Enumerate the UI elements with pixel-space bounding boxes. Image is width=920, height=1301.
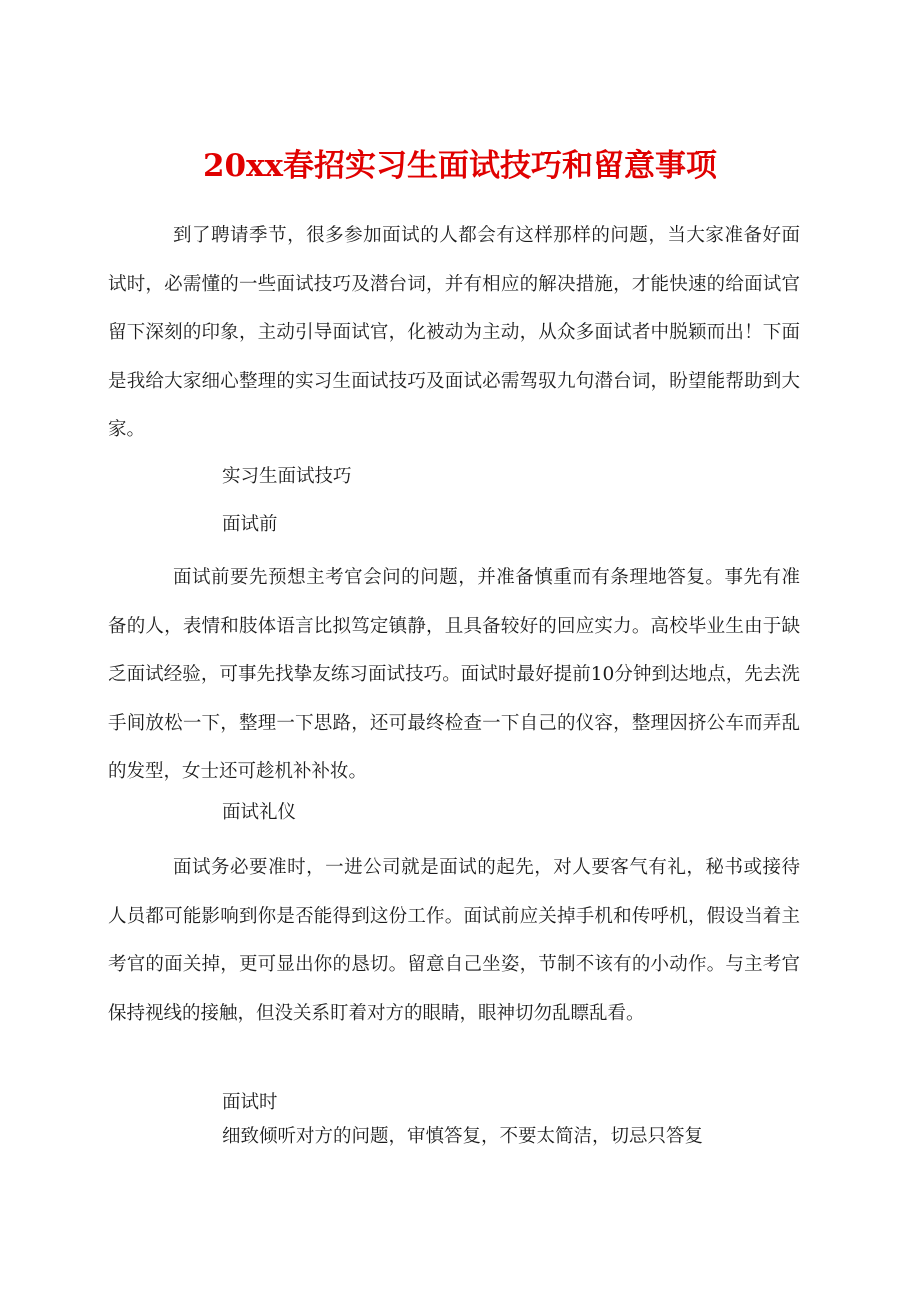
etiquette-paragraph: 面试务必要准时，一进公司就是面试的起先，对人要客气有礼，秘书或接待人员都可能影响到你是否能得到这份工作。面试前应关掉手机和传呼机，假设当着主考官的面关掉，更可显出你的恳切。留意自己坐姿，节制不该有的小动作。与主考官保持视线的接触，但没关系盯着对方的眼睛，眼神切勿乱瞟乱看。: [108, 857, 800, 1024]
during-interview-paragraph: 细致倾听对方的问题，审慎答复，不要太简洁，切忌只答复: [222, 1126, 704, 1147]
etiquette-heading: 面试礼仪: [222, 802, 297, 823]
during-interview-heading: 面试时: [222, 1092, 278, 1113]
document-title: 20xx春招实习生面试技巧和留意事项: [202, 148, 718, 184]
intro-paragraph: 到了聘请季节，很多参加面试的人都会有这样那样的问题，当大家准备好面试时，必需懂的一些面试技巧及潜台词，并有相应的解决措施，才能快速的给面试官留下深刻的印象，主动引导面试官，化被动为主动，从众多面试者中脱颖而出！下面是我给大家细心整理的实习生面试技巧及面试必需驾驭九句潜台词，盼望能帮助到大家。: [108, 225, 800, 440]
section-title: 实习生面试技巧: [222, 466, 352, 487]
before-interview-paragraph: 面试前要先预想主考官会问的问题，并准备慎重而有条理地答复。事先有准备的人，表情和肢体语言比拟笃定镇静，且具备较好的回应实力。高校毕业生由于缺乏面试经验，可事先找挚友练习面试技巧。面试时最好提前10分钟到达地点，先去洗手间放松一下，整理一下思路，还可最终检查一下自己的仪容，整理因挤公车而弄乱的发型，女士还可趁机补补妆。: [108, 567, 800, 782]
before-interview-heading: 面试前: [222, 514, 278, 535]
